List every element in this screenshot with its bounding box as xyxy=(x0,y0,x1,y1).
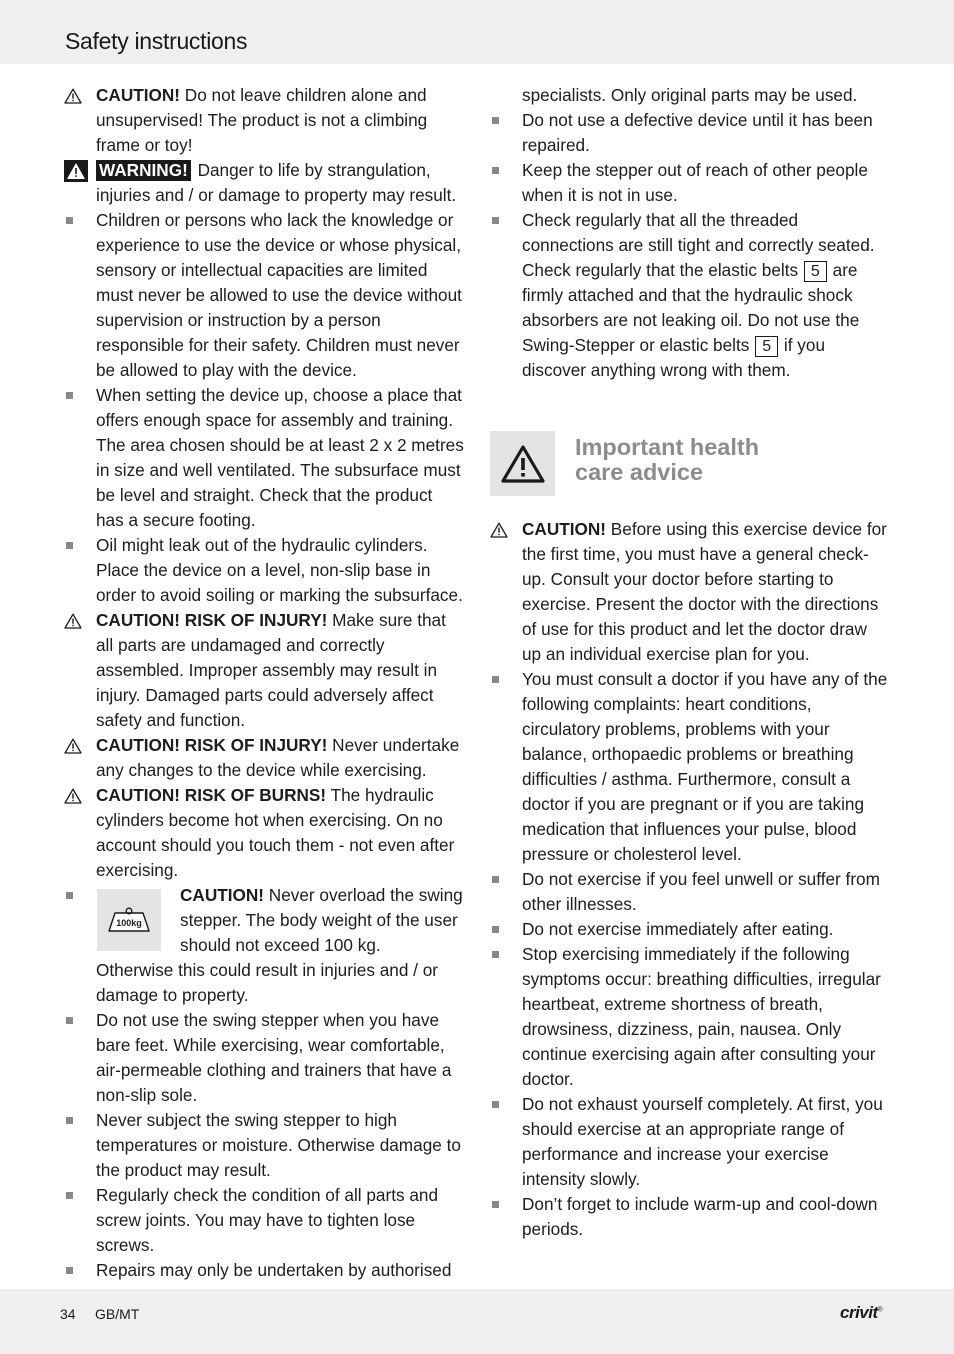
item-text: Never overload the swing stepper. The body weight of the user should not exceed 100 kg. xyxy=(180,885,463,955)
bullet-square-icon xyxy=(490,867,514,892)
bullet-square-icon xyxy=(64,1258,88,1283)
caution-injury-assembly xyxy=(64,608,464,733)
page-number: 34 xyxy=(60,1306,76,1322)
item-text: Do not exercise immediately after eating. xyxy=(522,919,834,939)
bullet-square-icon xyxy=(64,883,88,908)
item-text: Before using this exercise device for the first time, you must have a general check-up. Consult your doctor before starting to exercise. Present the doctor with the directions of use for this product and let the doctor draw up an individual exercise plan for you. xyxy=(522,519,887,664)
part-reference-box: 5 xyxy=(804,261,827,282)
item-text: Do not use a defective device until it has been repaired. xyxy=(522,110,873,155)
bullet-square-icon xyxy=(490,208,514,233)
list-item xyxy=(490,942,890,1092)
caution-label: CAUTION! xyxy=(180,885,265,905)
caution-label: CAUTION! xyxy=(96,85,181,105)
item-text: When setting the device up, choose a place that offers enough space for assembly and training. The area chosen should be at least 2 x 2 metres in size and well ventilated. The subsurface must be level and straight. Check that the product has a secure footing. xyxy=(96,385,464,530)
bullet-square-icon xyxy=(490,917,514,942)
list-item xyxy=(64,533,464,608)
item-text: Stop exercising immediately if the following symptoms occur: breathing difficulties, irregular heartbeat, extreme shortness of breath, drowsiness, dizziness, pain, nausea. Only continue exercising again after consulting your doctor. xyxy=(522,944,881,1089)
bullet-square-icon xyxy=(64,1183,88,1208)
caution-triangle-icon xyxy=(64,783,88,808)
part-reference-box: 5 xyxy=(755,336,778,357)
list-item xyxy=(64,383,464,533)
caution-triangle-icon xyxy=(64,608,88,633)
bullet-square-icon xyxy=(64,1008,88,1033)
page-title: Safety instructions xyxy=(65,28,248,54)
item-text: Keep the stepper out of reach of other people when it is not in use. xyxy=(522,160,868,205)
caution-triangle-icon xyxy=(64,733,88,758)
item-text: Do not exhaust yourself completely. At first, you should exercise at an appropriate range of performance and increase your exercise intensity slowly. xyxy=(522,1094,883,1189)
bullet-square-icon xyxy=(64,1108,88,1133)
list-item xyxy=(490,1192,890,1242)
item-text: Danger to life by strangulation, injuries and / or damage to property may result. xyxy=(96,160,457,205)
item-text: Do not leave children alone and unsupervised! The product is not a climbing frame or toy! xyxy=(96,85,428,155)
list-item xyxy=(490,1092,890,1192)
item-text: specialists. Only original parts may be used. xyxy=(522,85,858,105)
item-text: if you discover anything wrong with them. xyxy=(522,335,826,380)
item-text: Make sure that all parts are undamaged and correctly assembled. Improper assembly may result in injury. Damaged parts could adversely affect safety and function. xyxy=(96,610,446,730)
item-text-continued: Otherwise this could result in injuries and / or damage to property. xyxy=(96,960,438,1005)
list-item xyxy=(64,208,464,383)
weight-icon-label: 100kg xyxy=(116,918,142,928)
brand-name: crivit xyxy=(840,1303,878,1322)
bullet-square-icon xyxy=(490,1192,514,1217)
bullet-square-icon xyxy=(490,942,514,967)
weight-limit-icon xyxy=(97,889,161,951)
warning-triangle-icon xyxy=(64,158,88,183)
item-text: Don’t forget to include warm-up and cool-down periods. xyxy=(522,1194,878,1239)
brand-registered-mark: ® xyxy=(877,1306,883,1314)
section-title: Important health care advice xyxy=(575,434,760,485)
item-text: The hydraulic cylinders become hot when exercising. On no account should you touch them - not even after exercising. xyxy=(96,785,455,880)
list-item xyxy=(64,1108,464,1183)
item-text: You must consult a doctor if you have any of the following complaints: heart conditions, circulatory problems, problems with your balance, orthopaedic problems or breathing difficulties / asthma. Furthermore, consult a doctor if you are pregnant or if you are taking medication that influences your pulse, blood pressure or cholesterol level. xyxy=(522,669,888,864)
item-text: Children or persons who lack the knowledge or experience to use the device or whose physical, sensory or intellectual capacities are limited must never be allowed to use the device without supervision or instruction by a person responsible for their safety. Children must never be allowed to play with the device. xyxy=(96,210,462,380)
list-item xyxy=(490,158,890,208)
brand-logo xyxy=(840,1303,882,1323)
item-text: Never subject the swing stepper to high temperatures or moisture. Otherwise damage to the product may result. xyxy=(96,1110,461,1180)
right-column xyxy=(490,83,890,1242)
list-item xyxy=(490,667,890,867)
warning-triangle-icon xyxy=(490,431,555,496)
bullet-square-icon xyxy=(490,158,514,183)
list-item xyxy=(490,917,890,942)
item-text: Do not exercise if you feel unwell or suffer from other illnesses. xyxy=(522,869,880,914)
list-item xyxy=(64,1183,464,1258)
item-text: Regularly check the condition of all parts and screw joints. You may have to tighten lose screws. xyxy=(96,1185,439,1255)
bullet-square-icon xyxy=(64,533,88,558)
caution-label: CAUTION! RISK OF INJURY! xyxy=(96,735,328,755)
caution-label: CAUTION! xyxy=(522,519,607,539)
section-heading xyxy=(490,431,890,497)
caution-burns xyxy=(64,783,464,883)
caution-injury-changes xyxy=(64,733,464,783)
bullet-square-icon xyxy=(490,1092,514,1117)
caution-weight-limit xyxy=(64,883,464,1008)
item-text: Oil might leak out of the hydraulic cylinders. Place the device on a level, non-slip base in order to avoid soiling or marking the subsurface. xyxy=(96,535,463,605)
caution-children xyxy=(64,83,464,158)
caution-triangle-icon xyxy=(490,517,514,542)
item-text: Never undertake any changes to the device while exercising. xyxy=(96,735,460,780)
item-text: Repairs may only be undertaken by authorised xyxy=(96,1260,452,1280)
bullet-square-icon xyxy=(64,383,88,408)
item-text: are firmly attached and that the hydraulic shock absorbers are not leaking oil. Do not use the Swing-Stepper or elastic belts xyxy=(522,260,860,355)
caution-label: CAUTION! RISK OF BURNS! xyxy=(96,785,327,805)
item-text: Do not use the swing stepper when you have bare feet. While exercising, wear comfortable, air-permeable clothing and trainers that have a non-slip sole. xyxy=(96,1010,452,1105)
caution-checkup xyxy=(490,517,890,667)
caution-label: CAUTION! RISK OF INJURY! xyxy=(96,610,328,630)
bullet-square-icon xyxy=(64,208,88,233)
list-item xyxy=(64,1008,464,1108)
warning-strangulation xyxy=(64,158,464,208)
list-item-continuation xyxy=(490,83,890,108)
caution-triangle-icon xyxy=(64,83,88,108)
item-text: Check regularly that all the threaded connections are still tight and correctly seated. Check regularly that the elastic belts xyxy=(522,210,875,280)
footer-band xyxy=(0,1289,954,1354)
list-item xyxy=(490,208,890,383)
list-item xyxy=(490,867,890,917)
left-column xyxy=(64,83,464,1283)
warning-label: WARNING! xyxy=(96,160,191,181)
bullet-square-icon xyxy=(490,108,514,133)
list-item xyxy=(490,108,890,158)
bullet-square-icon xyxy=(490,667,514,692)
list-item xyxy=(64,1258,464,1283)
region-code: GB/MT xyxy=(95,1306,140,1322)
